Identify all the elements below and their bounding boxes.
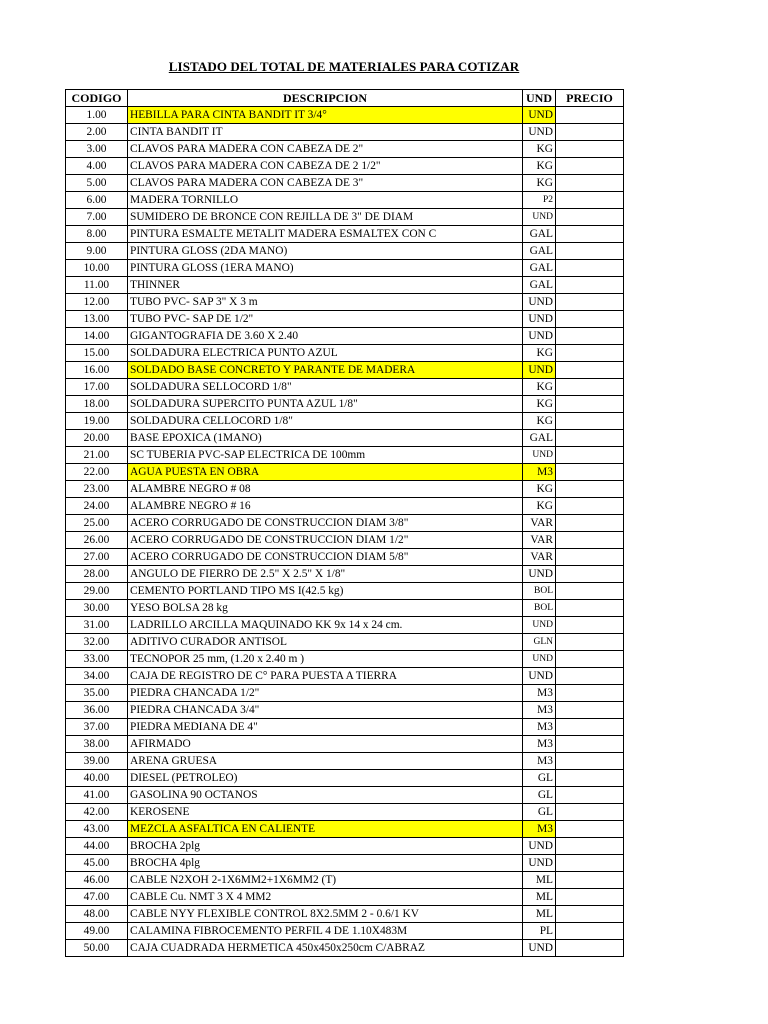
table-row bbox=[66, 311, 624, 328]
row-code: 41.00 bbox=[66, 787, 128, 804]
row-description: SOLDADO BASE CONCRETO Y PARANTE DE MADERA bbox=[128, 362, 523, 379]
row-price bbox=[556, 515, 624, 532]
row-price bbox=[556, 787, 624, 804]
table-row bbox=[66, 141, 624, 158]
header-unit: UND bbox=[523, 90, 556, 107]
row-description: PIEDRA MEDIANA DE 4" bbox=[128, 719, 523, 736]
row-unit: BOL bbox=[523, 600, 556, 617]
row-description: SUMIDERO DE BRONCE CON REJILLA DE 3" DE DIAM bbox=[128, 209, 523, 226]
row-code: 24.00 bbox=[66, 498, 128, 515]
table-row bbox=[66, 294, 624, 311]
row-code: 27.00 bbox=[66, 549, 128, 566]
row-unit: VAR bbox=[523, 515, 556, 532]
row-description: TUBO PVC- SAP 3" X 3 m bbox=[128, 294, 523, 311]
table-row bbox=[66, 124, 624, 141]
row-description: ARENA GRUESA bbox=[128, 753, 523, 770]
row-code: 47.00 bbox=[66, 889, 128, 906]
table-row bbox=[66, 481, 624, 498]
row-price bbox=[556, 345, 624, 362]
row-description: CABLE N2XOH 2-1X6MM2+1X6MM2 (T) bbox=[128, 872, 523, 889]
table-row bbox=[66, 175, 624, 192]
table-row bbox=[66, 583, 624, 600]
row-unit: M3 bbox=[523, 702, 556, 719]
row-code: 40.00 bbox=[66, 770, 128, 787]
row-price bbox=[556, 753, 624, 770]
row-description: YESO BOLSA 28 kg bbox=[128, 600, 523, 617]
row-code: 1.00 bbox=[66, 107, 128, 124]
row-code: 46.00 bbox=[66, 872, 128, 889]
table-row bbox=[66, 906, 624, 923]
row-description: PIEDRA CHANCADA 3/4" bbox=[128, 702, 523, 719]
table-row bbox=[66, 447, 624, 464]
row-unit: PL bbox=[523, 923, 556, 940]
row-description: ACERO CORRUGADO DE CONSTRUCCION DIAM 1/2" bbox=[128, 532, 523, 549]
row-unit: GAL bbox=[523, 430, 556, 447]
row-description: AGUA PUESTA EN OBRA bbox=[128, 464, 523, 481]
table-row bbox=[66, 379, 624, 396]
table-row bbox=[66, 192, 624, 209]
row-code: 11.00 bbox=[66, 277, 128, 294]
row-price bbox=[556, 736, 624, 753]
row-description: SOLDADURA SUPERCITO PUNTA AZUL 1/8" bbox=[128, 396, 523, 413]
row-code: 37.00 bbox=[66, 719, 128, 736]
table-row bbox=[66, 158, 624, 175]
row-description: ALAMBRE NEGRO # 08 bbox=[128, 481, 523, 498]
row-price bbox=[556, 821, 624, 838]
row-price bbox=[556, 872, 624, 889]
table-row bbox=[66, 277, 624, 294]
row-code: 6.00 bbox=[66, 192, 128, 209]
row-description: GIGANTOGRAFIA DE 3.60 X 2.40 bbox=[128, 328, 523, 345]
row-description: PINTURA ESMALTE METALIT MADERA ESMALTEX CON C bbox=[128, 226, 523, 243]
row-price bbox=[556, 668, 624, 685]
row-price bbox=[556, 260, 624, 277]
row-code: 26.00 bbox=[66, 532, 128, 549]
row-unit: UND bbox=[523, 447, 556, 464]
row-description: KEROSENE bbox=[128, 804, 523, 821]
row-unit: GAL bbox=[523, 243, 556, 260]
table-row bbox=[66, 226, 624, 243]
table-row bbox=[66, 243, 624, 260]
row-description: CLAVOS PARA MADERA CON CABEZA DE 2" bbox=[128, 141, 523, 158]
row-price bbox=[556, 124, 624, 141]
row-price bbox=[556, 940, 624, 957]
row-code: 3.00 bbox=[66, 141, 128, 158]
row-description: SC TUBERIA PVC-SAP ELECTRICA DE 100mm bbox=[128, 447, 523, 464]
row-price bbox=[556, 702, 624, 719]
row-description: ANGULO DE FIERRO DE 2.5" X 2.5" X 1/8" bbox=[128, 566, 523, 583]
row-price bbox=[556, 464, 624, 481]
row-unit: VAR bbox=[523, 549, 556, 566]
row-code: 30.00 bbox=[66, 600, 128, 617]
row-unit: ML bbox=[523, 906, 556, 923]
row-code: 7.00 bbox=[66, 209, 128, 226]
row-code: 48.00 bbox=[66, 906, 128, 923]
header-description: DESCRIPCION bbox=[128, 90, 523, 107]
row-code: 44.00 bbox=[66, 838, 128, 855]
row-unit: M3 bbox=[523, 464, 556, 481]
table-row bbox=[66, 685, 624, 702]
row-price bbox=[556, 600, 624, 617]
row-unit: UND bbox=[523, 566, 556, 583]
row-description: AFIRMADO bbox=[128, 736, 523, 753]
row-code: 42.00 bbox=[66, 804, 128, 821]
row-unit: ML bbox=[523, 889, 556, 906]
row-description: BASE EPOXICA (1MANO) bbox=[128, 430, 523, 447]
row-price bbox=[556, 838, 624, 855]
row-description: PIEDRA CHANCADA 1/2" bbox=[128, 685, 523, 702]
row-price bbox=[556, 192, 624, 209]
row-price bbox=[556, 362, 624, 379]
row-price bbox=[556, 447, 624, 464]
row-unit: GAL bbox=[523, 277, 556, 294]
row-description: MADERA TORNILLO bbox=[128, 192, 523, 209]
row-price bbox=[556, 243, 624, 260]
row-description: SOLDADURA ELECTRICA PUNTO AZUL bbox=[128, 345, 523, 362]
materials-table bbox=[65, 89, 624, 957]
row-price bbox=[556, 294, 624, 311]
row-price bbox=[556, 141, 624, 158]
row-code: 5.00 bbox=[66, 175, 128, 192]
row-price bbox=[556, 566, 624, 583]
table-row bbox=[66, 549, 624, 566]
table-row bbox=[66, 702, 624, 719]
row-unit: M3 bbox=[523, 736, 556, 753]
row-price bbox=[556, 906, 624, 923]
row-description: DIESEL (PETROLEO) bbox=[128, 770, 523, 787]
row-code: 35.00 bbox=[66, 685, 128, 702]
row-price bbox=[556, 107, 624, 124]
row-unit: M3 bbox=[523, 821, 556, 838]
table-row bbox=[66, 719, 624, 736]
row-unit: UND bbox=[523, 940, 556, 957]
row-unit: BOL bbox=[523, 583, 556, 600]
row-code: 15.00 bbox=[66, 345, 128, 362]
row-price bbox=[556, 685, 624, 702]
row-unit: GAL bbox=[523, 260, 556, 277]
row-code: 9.00 bbox=[66, 243, 128, 260]
row-unit: GAL bbox=[523, 226, 556, 243]
table-row bbox=[66, 362, 624, 379]
row-price bbox=[556, 634, 624, 651]
row-code: 49.00 bbox=[66, 923, 128, 940]
row-code: 33.00 bbox=[66, 651, 128, 668]
row-price bbox=[556, 226, 624, 243]
row-price bbox=[556, 804, 624, 821]
row-price bbox=[556, 379, 624, 396]
row-price bbox=[556, 209, 624, 226]
row-code: 4.00 bbox=[66, 158, 128, 175]
document-title: LISTADO DEL TOTAL DE MATERIALES PARA COTIZAR bbox=[168, 59, 520, 74]
table-row bbox=[66, 617, 624, 634]
table-row bbox=[66, 668, 624, 685]
table-row bbox=[66, 634, 624, 651]
table-header-row bbox=[66, 90, 624, 107]
row-description: ALAMBRE NEGRO # 16 bbox=[128, 498, 523, 515]
row-price bbox=[556, 175, 624, 192]
table-row bbox=[66, 396, 624, 413]
row-unit: KG bbox=[523, 498, 556, 515]
row-code: 39.00 bbox=[66, 753, 128, 770]
table-row bbox=[66, 600, 624, 617]
row-description: CAJA DE REGISTRO DE C° PARA PUESTA A TIERRA bbox=[128, 668, 523, 685]
row-code: 21.00 bbox=[66, 447, 128, 464]
table-row bbox=[66, 430, 624, 447]
row-unit: KG bbox=[523, 175, 556, 192]
row-unit: UND bbox=[523, 328, 556, 345]
row-code: 28.00 bbox=[66, 566, 128, 583]
row-description: THINNER bbox=[128, 277, 523, 294]
row-unit: VAR bbox=[523, 532, 556, 549]
row-unit: GL bbox=[523, 770, 556, 787]
row-code: 14.00 bbox=[66, 328, 128, 345]
row-description: SOLDADURA SELLOCORD 1/8" bbox=[128, 379, 523, 396]
row-unit: KG bbox=[523, 141, 556, 158]
row-price bbox=[556, 481, 624, 498]
row-description: GASOLINA 90 OCTANOS bbox=[128, 787, 523, 804]
row-description: LADRILLO ARCILLA MAQUINADO KK 9x 14 x 24 cm. bbox=[128, 617, 523, 634]
row-price bbox=[556, 719, 624, 736]
row-description: ADITIVO CURADOR ANTISOL bbox=[128, 634, 523, 651]
row-unit: GL bbox=[523, 804, 556, 821]
row-description: BROCHA 4plg bbox=[128, 855, 523, 872]
row-description: PINTURA GLOSS (1ERA MANO) bbox=[128, 260, 523, 277]
row-description: CLAVOS PARA MADERA CON CABEZA DE 2 1/2" bbox=[128, 158, 523, 175]
row-description: CALAMINA FIBROCEMENTO PERFIL 4 DE 1.10X483M bbox=[128, 923, 523, 940]
row-price bbox=[556, 277, 624, 294]
row-unit: UND bbox=[523, 209, 556, 226]
row-code: 2.00 bbox=[66, 124, 128, 141]
row-code: 8.00 bbox=[66, 226, 128, 243]
row-description: HEBILLA PARA CINTA BANDIT IT 3/4° bbox=[128, 107, 523, 124]
table-row bbox=[66, 566, 624, 583]
row-unit: UND bbox=[523, 362, 556, 379]
table-row bbox=[66, 872, 624, 889]
row-unit: KG bbox=[523, 379, 556, 396]
row-price bbox=[556, 413, 624, 430]
row-code: 12.00 bbox=[66, 294, 128, 311]
row-price bbox=[556, 158, 624, 175]
row-code: 16.00 bbox=[66, 362, 128, 379]
row-description: CABLE NYY FLEXIBLE CONTROL 8X2.5MM 2 - 0.6/1 KV bbox=[128, 906, 523, 923]
table-row bbox=[66, 736, 624, 753]
table-body bbox=[66, 107, 624, 957]
row-price bbox=[556, 889, 624, 906]
table-row bbox=[66, 787, 624, 804]
row-description: MEZCLA ASFALTICA EN CALIENTE bbox=[128, 821, 523, 838]
row-price bbox=[556, 770, 624, 787]
row-code: 36.00 bbox=[66, 702, 128, 719]
row-unit: GLN bbox=[523, 634, 556, 651]
table-row bbox=[66, 464, 624, 481]
row-unit: UND bbox=[523, 124, 556, 141]
row-description: CINTA BANDIT IT bbox=[128, 124, 523, 141]
row-unit: UND bbox=[523, 617, 556, 634]
row-code: 18.00 bbox=[66, 396, 128, 413]
row-code: 22.00 bbox=[66, 464, 128, 481]
row-description: CAJA CUADRADA HERMETICA 450x450x250cm C/ABRAZ bbox=[128, 940, 523, 957]
row-price bbox=[556, 430, 624, 447]
table-row bbox=[66, 889, 624, 906]
row-unit: P2 bbox=[523, 192, 556, 209]
row-description: CEMENTO PORTLAND TIPO MS I(42.5 kg) bbox=[128, 583, 523, 600]
table-row bbox=[66, 855, 624, 872]
row-code: 45.00 bbox=[66, 855, 128, 872]
row-code: 43.00 bbox=[66, 821, 128, 838]
row-unit: UND bbox=[523, 668, 556, 685]
row-description: ACERO CORRUGADO DE CONSTRUCCION DIAM 5/8" bbox=[128, 549, 523, 566]
row-description: TUBO PVC- SAP DE 1/2" bbox=[128, 311, 523, 328]
table-row bbox=[66, 107, 624, 124]
row-description: PINTURA GLOSS (2DA MANO) bbox=[128, 243, 523, 260]
row-unit: KG bbox=[523, 158, 556, 175]
row-price bbox=[556, 549, 624, 566]
row-unit: UND bbox=[523, 855, 556, 872]
table-row bbox=[66, 260, 624, 277]
row-price bbox=[556, 328, 624, 345]
row-code: 20.00 bbox=[66, 430, 128, 447]
table-row bbox=[66, 651, 624, 668]
row-description: CABLE Cu. NMT 3 X 4 MM2 bbox=[128, 889, 523, 906]
row-unit: GL bbox=[523, 787, 556, 804]
table-row bbox=[66, 328, 624, 345]
table-row bbox=[66, 498, 624, 515]
table-row bbox=[66, 515, 624, 532]
table-row bbox=[66, 804, 624, 821]
table-row bbox=[66, 821, 624, 838]
row-code: 29.00 bbox=[66, 583, 128, 600]
row-code: 19.00 bbox=[66, 413, 128, 430]
row-code: 31.00 bbox=[66, 617, 128, 634]
row-code: 23.00 bbox=[66, 481, 128, 498]
row-code: 25.00 bbox=[66, 515, 128, 532]
row-code: 32.00 bbox=[66, 634, 128, 651]
table-row bbox=[66, 838, 624, 855]
row-price bbox=[556, 498, 624, 515]
row-unit: UND bbox=[523, 107, 556, 124]
row-price bbox=[556, 617, 624, 634]
table-row bbox=[66, 770, 624, 787]
row-unit: ML bbox=[523, 872, 556, 889]
row-price bbox=[556, 311, 624, 328]
row-price bbox=[556, 396, 624, 413]
row-code: 50.00 bbox=[66, 940, 128, 957]
table-row bbox=[66, 753, 624, 770]
row-unit: KG bbox=[523, 413, 556, 430]
row-description: SOLDADURA CELLOCORD 1/8" bbox=[128, 413, 523, 430]
row-unit: KG bbox=[523, 481, 556, 498]
row-unit: UND bbox=[523, 311, 556, 328]
row-code: 10.00 bbox=[66, 260, 128, 277]
row-description: TECNOPOR 25 mm, (1.20 x 2.40 m ) bbox=[128, 651, 523, 668]
header-code: CODIGO bbox=[66, 90, 128, 107]
table-row bbox=[66, 940, 624, 957]
table-row bbox=[66, 923, 624, 940]
row-code: 13.00 bbox=[66, 311, 128, 328]
row-price bbox=[556, 532, 624, 549]
row-price bbox=[556, 583, 624, 600]
row-code: 17.00 bbox=[66, 379, 128, 396]
row-unit: M3 bbox=[523, 753, 556, 770]
row-description: BROCHA 2plg bbox=[128, 838, 523, 855]
row-unit: UND bbox=[523, 838, 556, 855]
row-unit: M3 bbox=[523, 685, 556, 702]
table-row bbox=[66, 345, 624, 362]
row-unit: KG bbox=[523, 345, 556, 362]
row-price bbox=[556, 923, 624, 940]
row-price bbox=[556, 855, 624, 872]
row-code: 34.00 bbox=[66, 668, 128, 685]
header-price: PRECIO bbox=[556, 90, 624, 107]
table-row bbox=[66, 209, 624, 226]
row-unit: UND bbox=[523, 294, 556, 311]
row-code: 38.00 bbox=[66, 736, 128, 753]
row-unit: M3 bbox=[523, 719, 556, 736]
row-description: CLAVOS PARA MADERA CON CABEZA DE 3" bbox=[128, 175, 523, 192]
table-row bbox=[66, 532, 624, 549]
row-unit: KG bbox=[523, 396, 556, 413]
row-description: ACERO CORRUGADO DE CONSTRUCCION DIAM 3/8" bbox=[128, 515, 523, 532]
row-price bbox=[556, 651, 624, 668]
table-row bbox=[66, 413, 624, 430]
row-unit: UND bbox=[523, 651, 556, 668]
